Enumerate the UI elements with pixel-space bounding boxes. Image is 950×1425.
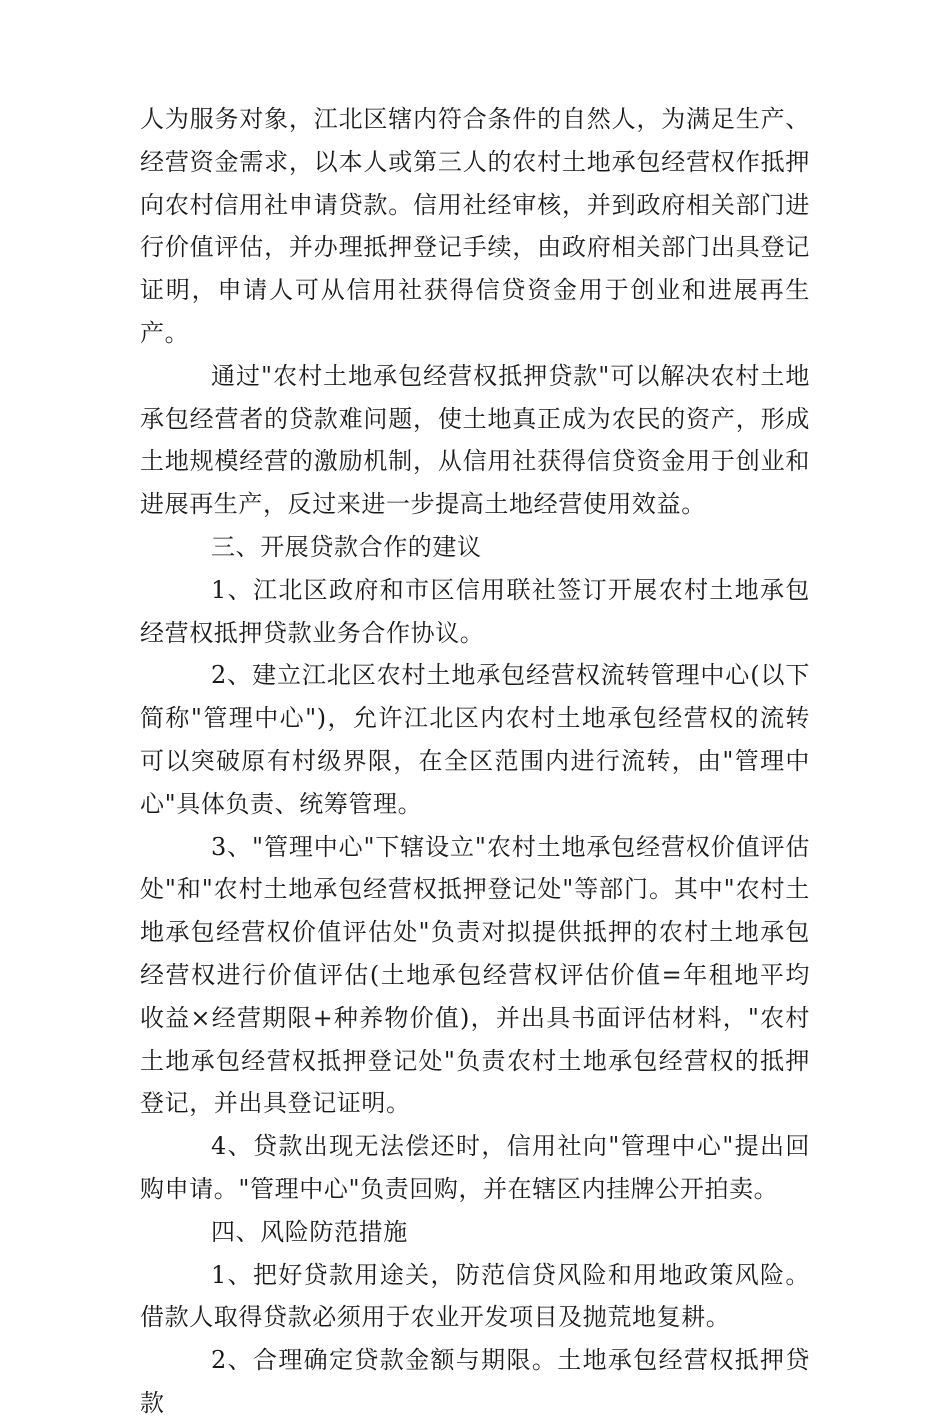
list-item-risk-2: 2、合理确定贷款金额与期限。土地承包经营权抵押贷款: [140, 1346, 810, 1417]
section-heading-cooperation: 三、开展贷款合作的建议: [211, 532, 482, 561]
list-item-cooperation-2: 2、建立江北区农村土地承包经营权流转管理中心(以下简称"管理中心")，允许江北区内农村土地承包经营权的流转可以突破原有村级界限，在全区范围内进行流转，由"管理中心"具体负责、统筹管理。: [140, 661, 810, 818]
document-page: [140, 98, 810, 1425]
list-item-cooperation-4: 4、贷款出现无法偿还时，信用社向"管理中心"提出回购申请。"管理中心"负责回购，并在辖区内挂牌公开拍卖。: [140, 1132, 810, 1203]
list-item-cooperation-3: 3、"管理中心"下辖设立"农村土地承包经营权价值评估处"和"农村土地承包经营权抵押登记处"等部门。其中"农村土地承包经营权价值评估处"负责对拟提供抵押的农村土地承包经营权进行价值评估(土地承包经营权评估价值=年租地平均收益×经营期限+种养物价值)，并出具书面评估材料，"农村土地承包经营权抵押登记处"负责农村土地承包经营权的抵押登记，并出具登记证明。: [140, 832, 810, 1118]
list-item-risk-1: 1、把好贷款用途关，防范信贷风险和用地政策风险。借款人取得贷款必须用于农业开发项目及抛荒地复耕。: [140, 1260, 810, 1332]
paragraph-intro-continued: 人为服务对象，江北区辖内符合条件的自然人，为满足生产、经营资金需求，以本人或第三人的农村土地承包经营权作抵押向农村信用社申请贷款。信用社经审核，并到政府相关部门进行价值评估，并办理抵押登记手续，由政府相关部门出具登记证明，申请人可从信用社获得信贷资金用于创业和进展再生产。: [140, 105, 810, 347]
list-item-cooperation-1: 1、江北区政府和市区信用联社签订开展农村土地承包经营权抵押贷款业务合作协议。: [140, 575, 810, 647]
paragraph-loan-benefits: 通过"农村土地承包经营权抵押贷款"可以解决农村土地承包经营者的贷款难问题，使土地真正成为农民的资产，形成土地规模经营的激励机制，从信用社获得信贷资金用于创业和进展再生产，反过来进一步提高土地经营使用效益。: [140, 361, 810, 519]
section-heading-risk: 四、风险防范措施: [211, 1217, 408, 1246]
